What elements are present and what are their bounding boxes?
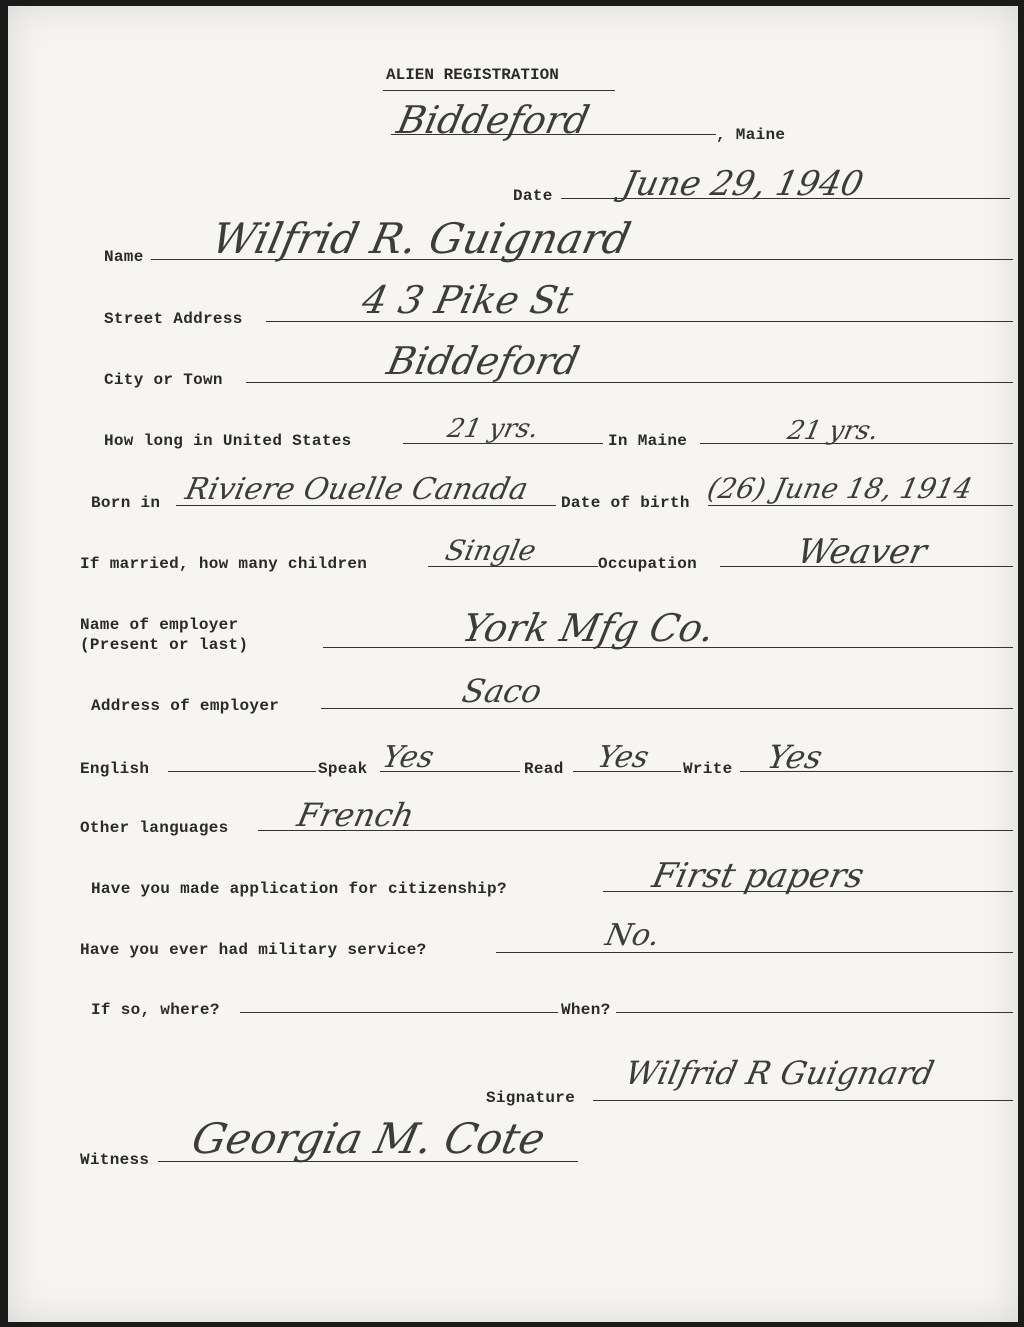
employer-address-label: Address of employer xyxy=(91,697,280,715)
in-maine-entry: 21 yrs. xyxy=(784,416,882,446)
employer-line xyxy=(323,647,1013,648)
citizenship-label: Have you made application for citizenship? xyxy=(91,880,507,898)
witness-entry: Georgia M. Cote xyxy=(187,1114,550,1163)
name-entry: Wilfrid R. Guignard xyxy=(207,214,636,263)
title-underline xyxy=(383,90,615,91)
state-label: , Maine xyxy=(716,126,786,144)
read-label: Read xyxy=(524,760,564,778)
town-line xyxy=(391,134,716,135)
other-languages-line xyxy=(258,830,1013,831)
employer-entry: York Mfg Co. xyxy=(458,606,719,650)
in-maine-line xyxy=(700,443,1013,444)
street-address-line xyxy=(266,321,1013,322)
street-address-entry: 4 3 Pike St xyxy=(358,278,577,322)
signature-line xyxy=(593,1100,1013,1101)
english-line xyxy=(168,771,316,772)
name-line xyxy=(151,259,1013,260)
witness-label: Witness xyxy=(80,1151,150,1169)
speak-label: Speak xyxy=(318,760,368,778)
other-languages-label: Other languages xyxy=(80,819,229,837)
how-long-us-label: How long in United States xyxy=(104,432,352,450)
married-children-line xyxy=(428,566,598,567)
city-entry: Biddeford xyxy=(383,339,584,383)
speak-entry: Yes xyxy=(379,740,438,775)
married-children-entry: Single xyxy=(442,534,540,567)
occupation-label: Occupation xyxy=(598,555,698,573)
if-so-where-label: If so, where? xyxy=(91,1001,220,1019)
citizenship-line xyxy=(603,891,1013,892)
how-long-us-entry: 21 yrs. xyxy=(444,414,542,444)
employer-label: Name of employer xyxy=(80,616,239,634)
where-line xyxy=(240,1012,558,1013)
street-address-label: Street Address xyxy=(104,310,243,328)
how-long-us-line xyxy=(403,443,603,444)
write-entry: Yes xyxy=(763,738,826,776)
date-of-birth-label: Date of birth xyxy=(561,494,690,512)
form-title: ALIEN REGISTRATION xyxy=(386,66,559,84)
employer-address-entry: Saco xyxy=(458,672,546,710)
citizenship-entry: First papers xyxy=(648,856,868,896)
date-label: Date xyxy=(513,187,553,205)
occupation-entry: Weaver xyxy=(793,532,931,572)
witness-line xyxy=(158,1161,578,1162)
married-children-label: If married, how many children xyxy=(80,555,368,573)
employer-address-line xyxy=(321,708,1013,709)
date-of-birth-entry: (26) June 18, 1914 xyxy=(704,472,976,505)
read-entry: Yes xyxy=(594,740,653,775)
signature-entry: Wilfrid R Guignard xyxy=(621,1054,938,1092)
military-line xyxy=(496,952,1013,953)
english-label: English xyxy=(80,760,150,778)
other-languages-entry: French xyxy=(293,796,418,834)
occupation-line xyxy=(720,566,1013,567)
write-line xyxy=(740,771,1013,772)
name-label: Name xyxy=(104,248,144,266)
military-label: Have you ever had military service? xyxy=(80,941,427,959)
employer-sublabel: (Present or last) xyxy=(80,636,249,654)
date-of-birth-line xyxy=(708,505,1013,506)
when-line xyxy=(616,1012,1013,1013)
military-entry: No. xyxy=(602,918,664,953)
date-line xyxy=(561,198,1010,199)
city-label: City or Town xyxy=(104,371,223,389)
born-in-entry: Riviere Ouelle Canada xyxy=(182,472,532,507)
date-entry: June 29, 1940 xyxy=(618,164,868,204)
city-line xyxy=(246,382,1013,383)
read-line xyxy=(573,771,681,772)
registration-form xyxy=(8,6,1018,1322)
town-entry: Biddeford xyxy=(393,98,594,142)
speak-line xyxy=(380,771,520,772)
signature-label: Signature xyxy=(486,1089,576,1107)
write-label: Write xyxy=(683,760,733,778)
born-in-line xyxy=(176,505,556,506)
born-in-label: Born in xyxy=(91,494,161,512)
when-label: When? xyxy=(561,1001,611,1019)
in-maine-label: In Maine xyxy=(608,432,688,450)
